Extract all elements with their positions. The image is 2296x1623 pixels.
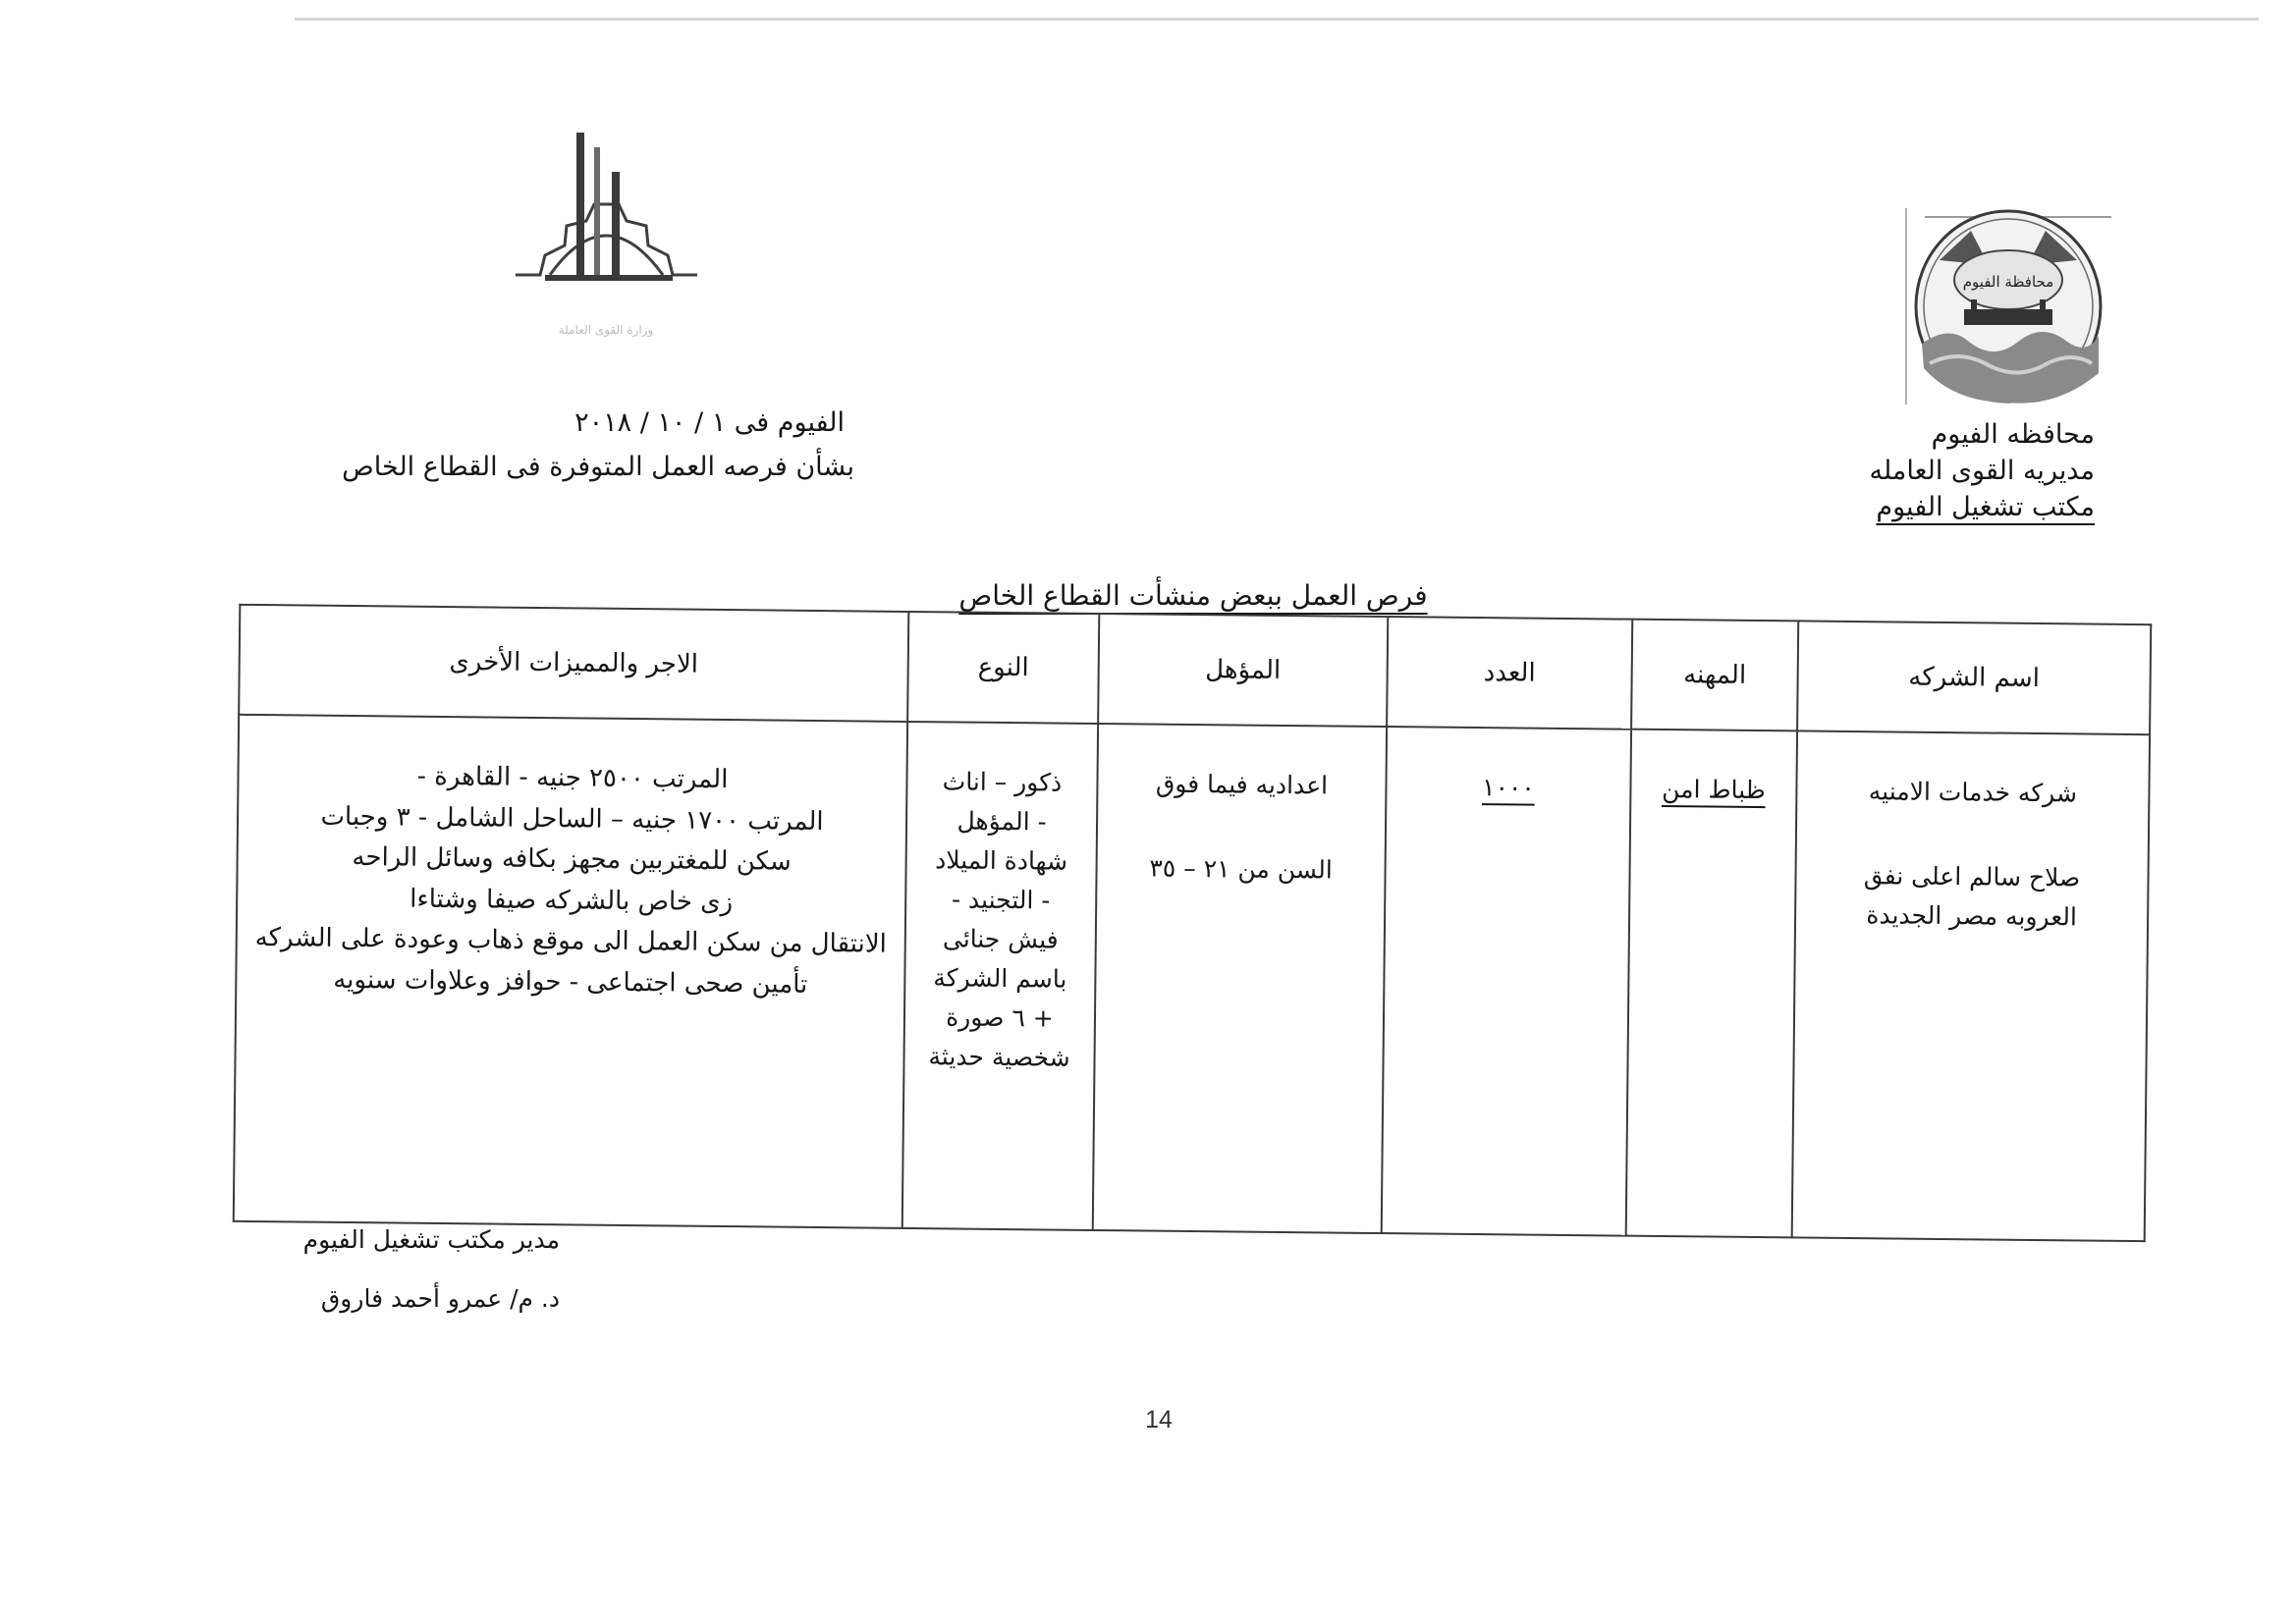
- signer-name: د. م/ عمرو أحمد فاروق: [320, 1284, 560, 1313]
- header-company: اسم الشركه: [1797, 621, 2151, 734]
- page-number: 14: [1145, 1406, 1173, 1434]
- job-title: ظباط امن: [1662, 775, 1766, 805]
- scan-line-vertical: [1905, 208, 1907, 405]
- svg-text:وزارة القوى العاملة: وزارة القوى العاملة: [558, 323, 654, 337]
- benefit-line: الانتقال من سكن العمل الى موقع ذهاب وعودة على الشركه: [254, 923, 887, 960]
- benefit-line: تأمين صحى اجتماعى - حوافز وعلاوات سنويه: [333, 964, 808, 1000]
- directorate-name: مديريه القوى العامله: [1869, 456, 2095, 487]
- age-range: السن من ٢١ – ٣٥: [1149, 853, 1333, 885]
- cell-benefits: [234, 715, 907, 1228]
- required-doc: - المؤهل: [957, 806, 1047, 837]
- required-doc: فيش جنائى: [942, 924, 1059, 954]
- subject-line: بشأن فرصه العمل المتوفرة فى القطاع الخاص: [342, 452, 854, 482]
- cell-company: [1792, 730, 2150, 1241]
- benefit-line: سكن للمغتربين مجهز بكافه وسائل الراحه: [352, 842, 792, 877]
- required-doc: + ٦ صورة: [946, 1002, 1054, 1033]
- cell-qualification: [1093, 724, 1387, 1233]
- required-doc: شخصية حديثة: [928, 1042, 1070, 1072]
- company-name: شركه خدمات الامنيه: [1868, 777, 2078, 808]
- cell-job: [1626, 730, 1797, 1238]
- benefit-line: زى خاص بالشركه صيفا وشتاءا: [410, 884, 734, 917]
- governorate-name: محافظه الفيوم: [1931, 419, 2095, 450]
- table-caption: فرص العمل ببعض منشأت القطاع الخاص: [958, 579, 1428, 612]
- cell-type: [902, 722, 1098, 1230]
- required-doc: باسم الشركة: [933, 963, 1067, 994]
- svg-text:محافظة الفيوم: محافظة الفيوم: [1962, 273, 2054, 291]
- company-address-line-1: صلاح سالم اعلى نفق: [1863, 861, 2081, 893]
- header-benefits: الاجر والمميزات الأخرى: [239, 605, 908, 722]
- header-job: المهنه: [1631, 620, 1798, 731]
- signer-title: مدير مكتب تشغيل الفيوم: [302, 1225, 560, 1254]
- table-header-row: [239, 605, 2151, 734]
- benefit-line: المرتب ٢٥٠٠ جنيه - القاهرة -: [416, 761, 729, 795]
- job-count: ١٠٠٠: [1481, 773, 1535, 802]
- ministry-emblem-logo: [496, 128, 717, 344]
- qualification-text: اعداديه فيما فوق: [1155, 769, 1329, 800]
- gender-text: ذكور – اناث: [942, 767, 1063, 797]
- cell-count: [1382, 727, 1631, 1236]
- company-address-line-2: العروبه مصر الجديدة: [1866, 900, 2078, 932]
- job-opportunities-table: [233, 604, 2152, 1242]
- scan-edge: [295, 18, 2259, 21]
- table-row: [234, 715, 2150, 1241]
- benefit-line: المرتب ١٧٠٠ جنيه – الساحل الشامل - ٣ وجبات: [320, 801, 824, 837]
- required-doc: - التجنيد -: [951, 885, 1051, 915]
- header-count: العدد: [1387, 617, 1632, 730]
- header-qualification: المؤهل: [1098, 614, 1388, 727]
- governorate-seal-logo: [1910, 206, 2106, 407]
- date-line: الفيوم فى ١ / ١٠ / ٢٠١٨: [574, 407, 845, 438]
- header-type: النوع: [907, 612, 1099, 724]
- letterhead-right: [1869, 417, 2095, 526]
- required-doc: شهادة الميلاد: [935, 845, 1068, 876]
- office-name: مكتب تشغيل الفيوم: [1876, 492, 2095, 523]
